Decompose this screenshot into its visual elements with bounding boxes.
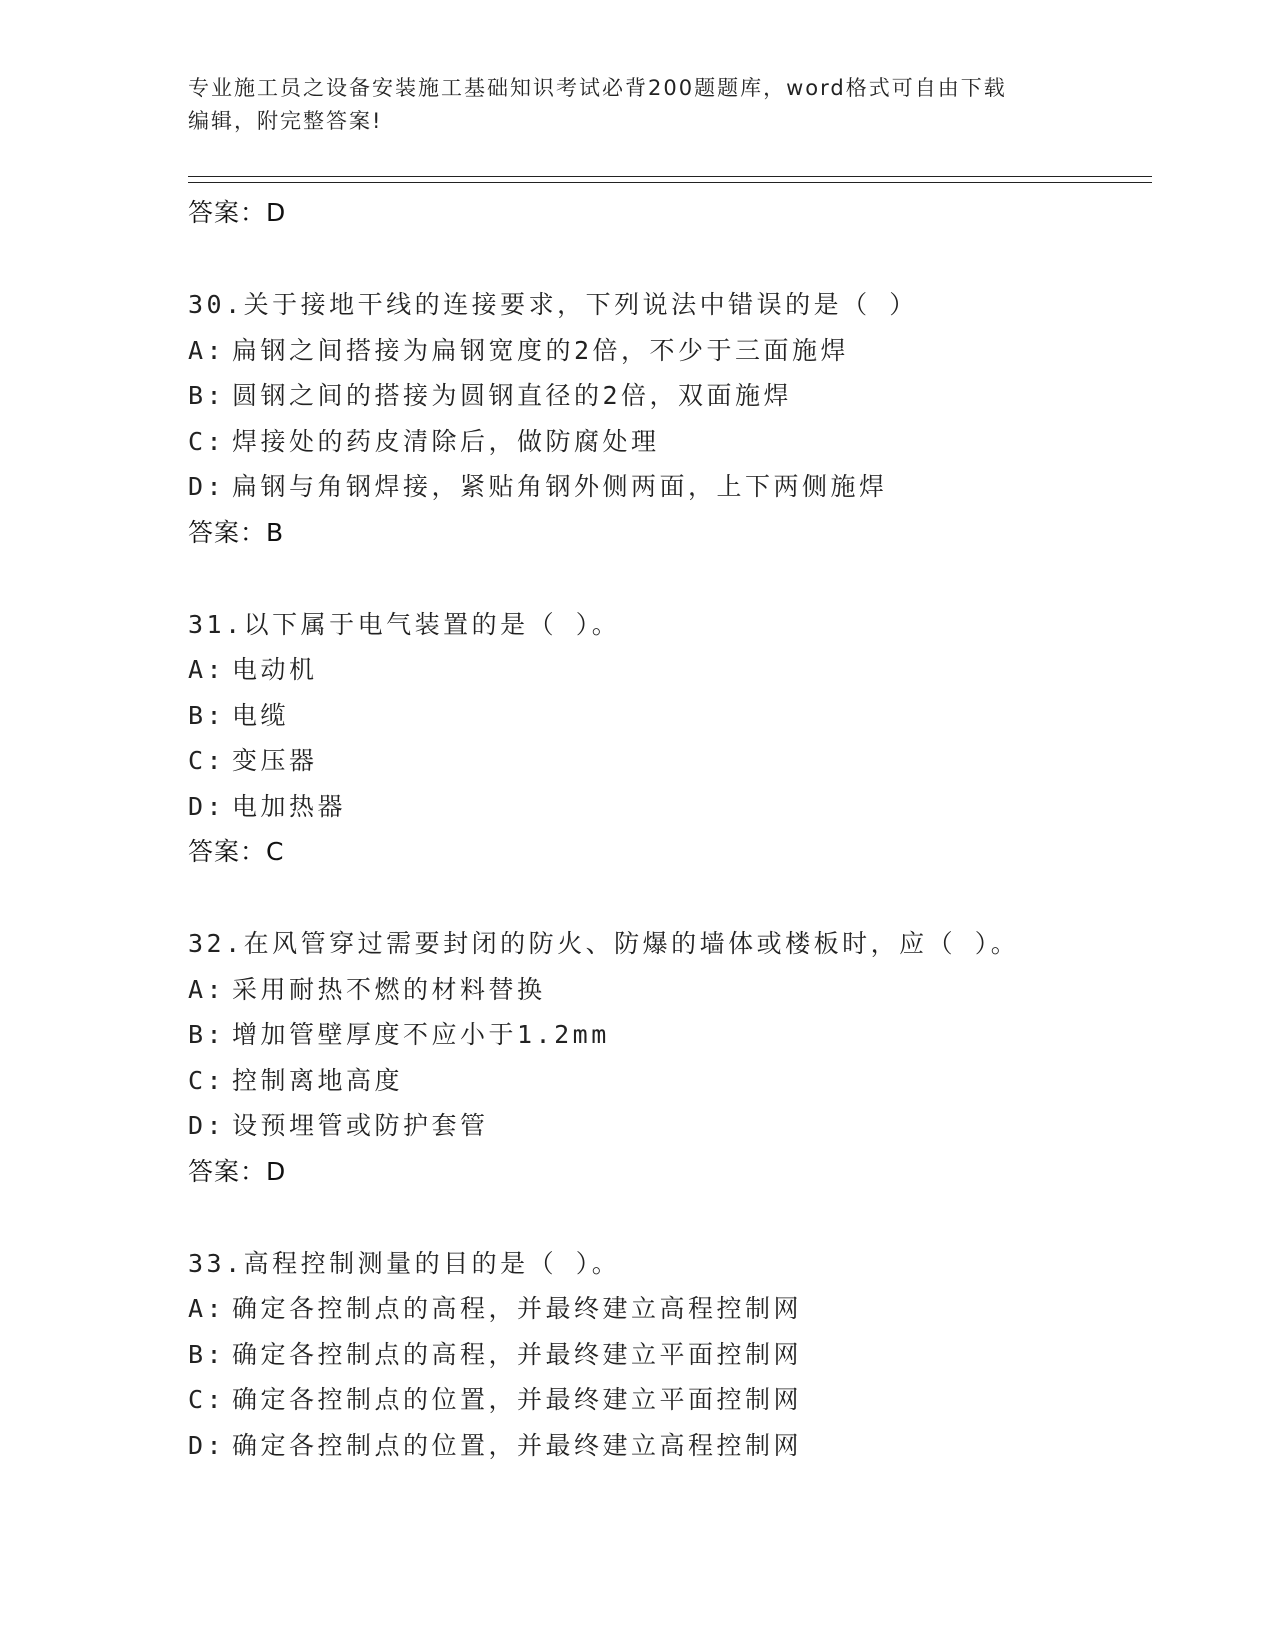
question-stem: 30.关于接地干线的连接要求，下列说法中错误的是（ ） bbox=[188, 290, 918, 319]
header-line-2: 编辑，附完整答案! bbox=[188, 109, 383, 133]
option-letter: D: bbox=[188, 791, 226, 821]
document-header bbox=[188, 72, 1088, 138]
option-b bbox=[188, 373, 1152, 419]
option-b bbox=[188, 1012, 1152, 1058]
option-letter: C: bbox=[188, 426, 226, 456]
answer-value: C bbox=[266, 837, 285, 866]
option-d bbox=[188, 1423, 1152, 1469]
option-letter: A: bbox=[188, 335, 226, 365]
option-c bbox=[188, 738, 1152, 784]
option-text: 电缆 bbox=[232, 700, 290, 730]
option-letter: A: bbox=[188, 655, 226, 684]
answer-value: B bbox=[266, 517, 285, 547]
option-text: 确定各控制点的位置，并最终建立高程控制网 bbox=[232, 1430, 803, 1460]
spacer bbox=[188, 236, 1152, 282]
question-stem: 32.在风管穿过需要封闭的防火、防爆的墙体或楼板时，应（ ）。 bbox=[188, 929, 1020, 958]
option-d bbox=[188, 1103, 1152, 1149]
option-text: 确定各控制点的位置，并最终建立平面控制网 bbox=[232, 1385, 803, 1414]
option-c bbox=[188, 1058, 1152, 1104]
option-letter: C: bbox=[188, 1065, 226, 1095]
option-letter: A: bbox=[188, 1294, 226, 1323]
option-letter: B: bbox=[188, 700, 226, 730]
answer-value: D bbox=[266, 1156, 287, 1186]
answer-line bbox=[188, 1149, 1152, 1195]
option-b bbox=[188, 693, 1152, 739]
option-text: 扁钢与角钢焊接，紧贴角钢外侧两面，上下两侧施焊 bbox=[232, 472, 888, 501]
option-letter: D: bbox=[188, 1430, 226, 1460]
option-letter: C: bbox=[188, 746, 226, 775]
spacer bbox=[188, 1195, 1152, 1241]
option-letter: B: bbox=[188, 1339, 226, 1369]
document-body bbox=[188, 190, 1152, 1468]
option-b bbox=[188, 1332, 1152, 1378]
option-c bbox=[188, 419, 1152, 465]
answer-label: 答案： bbox=[188, 1156, 267, 1186]
option-letter: A: bbox=[188, 974, 226, 1004]
option-letter: D: bbox=[188, 1111, 226, 1140]
option-text: 扁钢之间搭接为扁钢宽度的2倍，不少于三面施焊 bbox=[232, 335, 850, 365]
option-a bbox=[188, 967, 1152, 1013]
answer-line bbox=[188, 190, 1152, 236]
option-a bbox=[188, 1286, 1152, 1332]
option-text: 确定各控制点的高程，并最终建立高程控制网 bbox=[232, 1294, 803, 1323]
question-block bbox=[188, 1241, 1152, 1469]
option-text: 确定各控制点的高程，并最终建立平面控制网 bbox=[232, 1339, 803, 1369]
option-text: 电加热器 bbox=[232, 791, 347, 821]
option-text: 采用耐热不燃的材料替换 bbox=[232, 974, 546, 1004]
option-c bbox=[188, 1377, 1152, 1423]
option-d bbox=[188, 784, 1152, 830]
question-stem: 33.高程控制测量的目的是（ ）。 bbox=[188, 1248, 621, 1278]
answer-line bbox=[188, 510, 1152, 556]
question-block bbox=[188, 282, 1152, 556]
answer-value: D bbox=[266, 198, 287, 227]
question-block bbox=[188, 921, 1152, 1195]
answer-label: 答案： bbox=[188, 517, 267, 547]
option-letter: C: bbox=[188, 1385, 226, 1414]
option-a bbox=[188, 328, 1152, 374]
option-letter: D: bbox=[188, 472, 226, 501]
option-text: 焊接处的药皮清除后，做防腐处理 bbox=[232, 426, 660, 456]
spacer bbox=[188, 556, 1152, 602]
question-stem: 31.以下属于电气装置的是（ ）。 bbox=[188, 609, 621, 639]
option-d bbox=[188, 464, 1152, 510]
option-letter: B: bbox=[188, 381, 226, 410]
option-text: 电动机 bbox=[232, 655, 318, 684]
option-text: 变压器 bbox=[232, 746, 318, 775]
option-text: 控制离地高度 bbox=[232, 1065, 404, 1095]
header-divider-top bbox=[188, 176, 1152, 177]
answer-label: 答案： bbox=[188, 837, 267, 866]
header-divider-bottom bbox=[188, 182, 1152, 183]
option-text: 设预埋管或防护套管 bbox=[232, 1111, 489, 1140]
question-block bbox=[188, 602, 1152, 876]
answer-label: 答案： bbox=[188, 198, 267, 227]
option-text: 增加管壁厚度不应小于1.2mm bbox=[232, 1020, 610, 1049]
option-text: 圆钢之间的搭接为圆钢直径的2倍，双面施焊 bbox=[232, 381, 793, 410]
option-a bbox=[188, 647, 1152, 693]
header-line-1: 专业施工员之设备安装施工基础知识考试必背200题题库，word格式可自由下载 bbox=[188, 76, 1007, 100]
answer-line bbox=[188, 829, 1152, 875]
option-letter: B: bbox=[188, 1020, 226, 1049]
spacer bbox=[188, 875, 1152, 921]
